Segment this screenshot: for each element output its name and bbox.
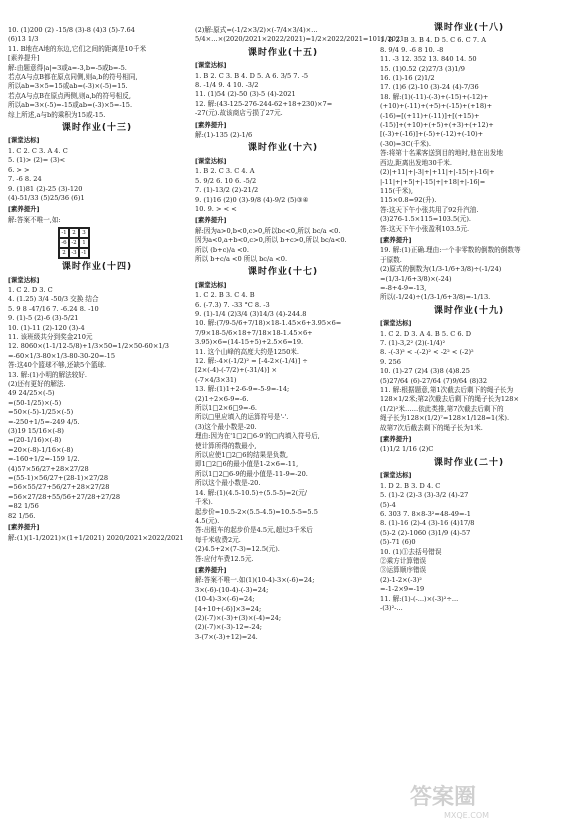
answer-line: =(20-1/16)×(-8) xyxy=(8,436,62,445)
section-title-13: 课时作业(十三) xyxy=(61,123,133,134)
answer-line: 7/9×18-5/6×18+7/18×18-1.45×6+ xyxy=(195,328,313,337)
sec20-answers xyxy=(380,482,558,614)
answer-line: (2)4.5+2×(7-3)=12.5(元). xyxy=(195,545,280,554)
grid-cell: -1 xyxy=(79,248,89,258)
answer-line: 答:出租车的起步价是4.5元,超过3千米后 xyxy=(195,526,313,535)
section-tag: [课堂达标] xyxy=(195,156,227,165)
answer-line: 8. 9/4 9. -6 8 10. -8 xyxy=(380,45,444,54)
col1-top xyxy=(8,26,186,120)
answer-line: 1. B 2. B 3. B 4. D 5. C 6. C 7. A xyxy=(380,36,486,45)
answer-line: (2)1÷2×6-9=-6. xyxy=(195,394,249,403)
answer-line: 7. (1)-3,2² (2)(-1/4)² xyxy=(380,339,446,347)
section-title-17: 课时作业(十七) xyxy=(247,267,319,278)
answer-line: 5. (1)-2 (2)-3 (3)-3/2 (4)-27 xyxy=(380,491,469,500)
answer-line: 13. 解:(1)小明的解法较好. xyxy=(8,370,87,379)
answer-line: 16. (1)-16 (2)1/2 xyxy=(380,74,435,83)
grid-cell: -1 xyxy=(59,228,69,238)
answer-line: 起步价=10.5-2×(5.5-4.5)=10.5-5=5.5 xyxy=(195,507,318,516)
answer-line: 82 1/56. xyxy=(8,511,36,520)
section-tag: [素养提升] xyxy=(8,523,40,532)
answer-line: 所以ab=3×5=15或ab=(-3)×(-5)=15. xyxy=(8,82,128,91)
section-title-18: 课时作业(十八) xyxy=(433,23,505,33)
answer-line: =82 1/56 xyxy=(8,502,39,511)
answer-line: 8. -(-3)² < -(-2)² < -2² < (-2)² xyxy=(380,348,474,357)
answer-line: 若点A与点B都在原点同侧,则a,b的符号相同, xyxy=(8,73,138,82)
answer-line: =56×55/27+56/27+28×27/28 xyxy=(8,483,110,492)
answer-line: 即1□2□6的最小值是1-2×6=-11, xyxy=(195,460,299,469)
answer-line: (+10)+(-11)+(+5)+(-15)+(+18)+ xyxy=(380,102,493,111)
answer-line: (-16)=[(+11)+(-11)]+[(+15)+ xyxy=(380,111,480,120)
answer-line: 13. 解:(1)1+2-6-9=-5-9=-14; xyxy=(195,385,290,394)
answer-line: 10. 解:(7/9-5/6+7/18)×18-1.45×6+3.95×6= xyxy=(195,319,342,328)
sec18-answers xyxy=(380,36,558,234)
answer-line: 所以1□2×6□9=-6. xyxy=(195,404,257,413)
answer-line: 115×0.8=92(升). xyxy=(380,196,437,205)
answer-line: 千米). xyxy=(195,498,213,507)
answer-line: 1. C 2. D 3. C xyxy=(8,285,53,294)
answer-line: (4)57×56/27+28×27/28 xyxy=(8,464,89,473)
answer-line: 西边,距离出发地30千米. xyxy=(380,158,452,167)
grid-cell: 2 xyxy=(69,228,79,238)
answer-line: (3)这个最小数是-20. xyxy=(195,422,257,431)
answer-line: =(50-1/25)×(-5) xyxy=(8,398,62,407)
grid-cell: -6 xyxy=(59,238,69,248)
answer-line: 10. (1)200 (2) -15/8 (3)-8 (4)3 (5)-7.64 xyxy=(8,26,135,34)
answer-line: =(1/3-1/6+3/8)×(-24) xyxy=(380,274,452,283)
answer-line: (5)27/64 (6)-27/64 (7)9/64 (8)32 xyxy=(380,376,488,385)
answer-line: 4.5(元). xyxy=(195,516,220,525)
answer-line: 17. (1)6 (2)-10 (3)-24 (4)-7/36 xyxy=(380,83,479,92)
answer-line: =20×(-8)-1/16×(-8) xyxy=(8,445,74,454)
answer-line: (-15)]+(+10)+(+5)+(+3)+(+12)+ xyxy=(380,121,494,130)
answer-line: 所以1□2□6-9的最小值是-11-9=-20. xyxy=(195,469,308,478)
answer-line: 1. C 2. B 3. C 4. B xyxy=(195,291,255,300)
answer-line: 9. 256 xyxy=(380,357,401,366)
answer-line: 10. 9. > < < xyxy=(195,204,237,213)
answer-line: (2)-1-2×(-3)² xyxy=(380,575,422,584)
section-title-16: 课时作业(十六) xyxy=(247,143,319,154)
answer-line: 1. D 2. B 3. D 4. C xyxy=(380,481,441,490)
answer-line: 3×(-6)-(10-4)-(-3)=24; xyxy=(195,585,269,594)
sec15-answers xyxy=(195,72,371,119)
answer-line: 解:答案不唯一.如(1)(10-4)-3×(-6)=24; xyxy=(195,576,315,585)
answer-line: [4+10+(-6)]×3=24; xyxy=(195,604,262,613)
answer-line: 11. 解:(1)-(-...)×(-3)²÷... xyxy=(380,594,459,603)
answer-line: 1. B 2. C 3. C 4. A xyxy=(195,167,255,176)
section-tag: [课堂达标] xyxy=(380,319,412,328)
answer-line: 答:这40个篮球不够,还缺5个篮球. xyxy=(8,361,107,370)
answer-line: 6. (-7.3) 7. -33 °C 8. -3 xyxy=(195,300,270,309)
answer-line: 11. B地在A地的东边,它们之间的距离是10千米 xyxy=(8,44,147,53)
answer-line: 解:(1)-135 (2)-1/6 xyxy=(195,131,253,140)
sec13-answers xyxy=(8,147,186,203)
answer-line: 所以这个最小数是-20. xyxy=(195,479,261,488)
section-tag: [课堂达标] xyxy=(8,275,40,284)
answer-line: =-8+4-9=-13, xyxy=(380,283,427,292)
answer-line: 所以应使1□2□6的结果是负数, xyxy=(195,451,289,460)
answer-line: 故第7次后截去剩下的绳子长为1米. xyxy=(380,423,483,432)
answer-line: 12. 8060×(1-1/12-5/8)+1/3×50=1/2×50-60×1/3 xyxy=(8,342,169,351)
answer-line: 所以ab=3×(-5)=-15或ab=(-3)×5=-15. xyxy=(8,101,133,110)
column-left xyxy=(8,26,186,543)
answer-line: (6)13 1/3 xyxy=(8,35,39,44)
grid-cell: 2 xyxy=(59,248,69,258)
answer-line: 8. (1)-16 (2)-4 (3)-16 (4)17/8 xyxy=(380,519,475,528)
answer-line: 15. (1)0.52 (2)27/3 (3)1/9 xyxy=(380,64,465,73)
answer-line: [素养提升] xyxy=(8,54,40,63)
answer-line: 所以 (b+c)/a <0. xyxy=(195,245,249,254)
answer-line: 答:将第十名乘客送到目的地时,他在出发地 xyxy=(380,149,504,158)
answer-line: (10-4)-3×(-6)=24; xyxy=(195,595,255,604)
answer-line: 使计算所得的数最小, xyxy=(195,441,257,450)
answer-line: 6. > > xyxy=(8,165,30,174)
answer-line: 49 24/25×(-5) xyxy=(8,389,55,398)
sec17-solution xyxy=(195,576,371,642)
sec19-answers xyxy=(380,330,558,433)
answer-line: 所以(-1/24)÷(1/3-1/6+3/8)=-1/13. xyxy=(380,293,491,302)
section-tag: [素养提升] xyxy=(8,205,40,214)
answer-line: 所以 b+c/a <0 所以 bc/a <0. xyxy=(195,254,288,263)
section-tag: [素养提升] xyxy=(195,565,227,574)
answer-line: (1)1/2 1/16 (2)C xyxy=(380,445,434,454)
sec16-answers xyxy=(195,167,371,214)
answer-line: [2×(-4)-(-7/2)+(-31/4)] × xyxy=(195,366,277,375)
answer-line: 1. B 2. C 3. B 4. D 5. A 6. 3/5 7. -5 xyxy=(195,71,309,80)
answer-line: 3.95)×6=(14-15+5)+2.5×6=19. xyxy=(195,338,304,347)
grid-cell: 1 xyxy=(79,238,89,248)
answer-line: =-250+1/5=-249 4/5. xyxy=(8,417,80,426)
answer-line: (3)276-1.5×115=103.5(元). xyxy=(380,215,471,224)
answer-line: 答:这天下午小张盈利103.5元. xyxy=(380,224,470,233)
section-tag: [素养提升] xyxy=(195,216,227,225)
answer-line: 12. 解:(43-125-276-244-62+18+230)×7= xyxy=(195,99,333,108)
answer-line: 5. 9/2 6. 10 6. -5/2 xyxy=(195,176,257,185)
sec14-answers xyxy=(8,286,186,521)
answer-line: 115(千米), xyxy=(380,186,414,195)
answer-line: (2)解:原式=(-1/2×3/2)×(-7/4×3/4)×… xyxy=(195,26,318,34)
section-tag: [课堂达标] xyxy=(195,61,227,70)
answer-line: 11. -3 12. 352 13. 840 14. 50 xyxy=(380,55,477,64)
answer-line: 解:因为a>0,b<0,c>0,所以bc<0,所以 bc/a <0. xyxy=(195,226,341,235)
answer-line: 3-(7×(-3)+12)=24. xyxy=(195,632,258,641)
answer-line: 8. -1/4 9. 4 10. -3/2 xyxy=(195,81,259,90)
answer-line: (1/2)²米……依此类推,第7次截去后剩下的 xyxy=(380,404,504,413)
answer-line: 解:由题意得|a|=3或a=-3,b=-5或b=-5. xyxy=(8,63,127,72)
answer-line: 19. 解:(1)正确.理由:一个非零数的倒数的倒数等 xyxy=(380,246,521,255)
answer-line: -(3)²-... xyxy=(380,603,403,612)
answer-line: ②乘方计算错误 xyxy=(380,556,427,565)
answer-line: (2)原式的倒数为(1/3-1/6+3/8)÷(-1/24) xyxy=(380,265,502,274)
answer-line: 128×1/2米;第2次截去后剩下的绳子长为128× xyxy=(380,395,519,404)
answer-line: 所以□里应填入的运算符号是'-'. xyxy=(195,413,289,422)
answer-line: 5. (1)> (2)= (3)< xyxy=(8,156,66,165)
answer-line: =-1-2×9=-19 xyxy=(380,585,425,594)
watermark-logo xyxy=(404,778,554,822)
answer-line: 11. 该班级共分到奖金210元 xyxy=(8,332,93,341)
section-tag: [课堂达标] xyxy=(8,136,40,145)
answer-line: (5)-2 (2)-1060 (3)1/9 (4)-57 xyxy=(380,528,471,537)
section-tag: [素养提升] xyxy=(195,120,227,129)
answer-line: 于原数. xyxy=(380,255,402,264)
answer-line: (-7×4/3×31) xyxy=(195,375,237,384)
answer-line: 因为a<0,a+b<0,c>0,所以 b+c>0,所以 bc/a<0. xyxy=(195,236,347,245)
answer-line: 每千米收费2元. xyxy=(195,535,241,544)
grid-cell: 3 xyxy=(79,228,89,238)
answer-line: 6. 303 7. 8×8-3²=48-49=-1 xyxy=(380,509,471,518)
answer-line: 11. (1)54 (2)-50 (3)-5 (4)-2021 xyxy=(195,90,296,99)
answer-line: (4)-51/33 (5)25/36 (6)1 xyxy=(8,193,85,202)
section-tag: [课堂达标] xyxy=(195,280,227,289)
section-title-15: 课时作业(十五) xyxy=(247,47,319,58)
answer-line: 7. (1)-13/2 (2)-21/2 xyxy=(195,186,259,195)
answer-line: (3)19 15/16×(-8) xyxy=(8,427,64,436)
answer-line: 9. (1)16 (2)0 (3)-9/8 (4)-9/2 (5)③④ xyxy=(195,195,309,204)
answer-line: 11. 这个山峰的高度大约是1250米. xyxy=(195,347,299,356)
answer-line: 9. (1)81 (2)-25 (3)-120 xyxy=(8,184,83,193)
answer-line: =(55-1)×56/27+(28-1)×27/28 xyxy=(8,474,109,483)
magic-square-grid xyxy=(58,227,90,259)
answer-line: 10. (1)①去括号错误 xyxy=(380,547,442,556)
sec16-solution xyxy=(195,227,371,265)
answer-line: 9. (1)-5 (2)-6 (3)-5/21 xyxy=(8,314,79,323)
answer-line: [(-3)+(-16)]+(-5)+(-12)+(-10)+ xyxy=(380,130,484,139)
answer-line: 5/4×…×(2020/2021×2022/2021)=1/2×2022/2021=1011/2021 xyxy=(195,35,405,44)
answer-line: (2)还有更好的解法. xyxy=(8,380,66,388)
watermark-sub: MXQE.COM xyxy=(444,811,490,820)
answer-line: -27(元).故该商店亏损了27元. xyxy=(195,109,283,118)
column-right xyxy=(380,20,558,613)
grid-cell: -3 xyxy=(69,248,79,258)
answer-line: 10. (1)-27 (2)4 (3)8 (4)8.25 xyxy=(380,367,470,376)
answer-line: 答:应付车费12.5元. xyxy=(195,554,254,563)
answer-line: 9. (1)-1/4 (2)3/4 (3)14/3 (4)-244.8 xyxy=(195,309,307,318)
section-title-14: 课时作业(十四) xyxy=(61,262,133,273)
answer-line: 11. 解:根据题意,第1次截去后剩下的绳子长为 xyxy=(380,386,514,395)
answer-line: 12. 解:-4×(-1/2)² = [-4-2×(-1/4)] ÷ xyxy=(195,357,308,365)
answer-line: 解:答案不唯一,如: xyxy=(8,215,61,224)
answer-line: 理由:因为在'1□2□6-9'的□内填入符号后, xyxy=(195,432,320,441)
answer-line: (2)(-7)×(-3)+(3)×(-4)=24; xyxy=(195,613,282,622)
answer-line: (5)-71 (6)0 xyxy=(380,538,416,547)
answer-line: =56×27/28+55/56+27/28+27/28 xyxy=(8,492,121,501)
answer-line: 绳子长为128×(1/2)⁷=128×1/128=1(米). xyxy=(380,414,510,423)
answer-line: (2)|+11|+|-3|+|+11|+|-15|+|-16|+ xyxy=(380,168,495,177)
answer-line: 综上所述,a与b的乘积为15或-15. xyxy=(8,110,106,119)
answer-line: 4. (1.25) 3/4 -50/3 交换 结合 xyxy=(8,295,99,304)
answer-line: (2)(-7)×(-3)-12=-24; xyxy=(195,623,262,632)
answer-line: 解:(1)(1-1/2021)×(1+1/2021) 2020/2021×2022/2021 xyxy=(8,533,184,542)
section-tag: [素养提升] xyxy=(380,235,412,244)
answer-line: (5)-4 xyxy=(380,500,396,509)
section-title-20: 课时作业(二十) xyxy=(433,457,505,468)
answer-line: (-30)=3C(千米). xyxy=(380,139,431,148)
answer-line: 答:这天下午小张共用了92升汽油. xyxy=(380,205,479,214)
watermark-main: 答案圈 xyxy=(410,785,477,810)
answer-line: 14. 解:(1)(4.5-10.5)÷(5.5-5)=2(元/ xyxy=(195,488,307,497)
answer-line: ③运算顺序错误 xyxy=(380,566,427,575)
answer-line: =50×(-5)-1/25×(-5) xyxy=(8,408,74,417)
section-title-19: 课时作业(十九) xyxy=(433,305,505,316)
answer-line: 18. 解:(1)(-11)-(-3)+(-15)+(-12)+ xyxy=(380,92,489,101)
answer-line: 1. C 2. D 3. A 4. B 5. C 6. D xyxy=(380,329,472,338)
sec17-answers xyxy=(195,291,371,564)
sec18-solution xyxy=(380,246,558,302)
answer-line: 若点A与点B在原点两侧,则a,b的符号相反, xyxy=(8,91,131,100)
answer-line: 10. (1)-11 (2)-120 (3)-4 xyxy=(8,323,85,332)
answer-line: 5. 9 8 -47/16 7. -6.24 8. -10 xyxy=(8,304,99,313)
section-tag: [课堂达标] xyxy=(380,471,412,480)
answer-line: 1. C 2. C 3. A 4. C xyxy=(8,146,68,155)
answer-line: |-11|+|+5|+|-15|+|+18|+|-16|= xyxy=(380,177,486,186)
grid-cell: -2 xyxy=(69,238,79,248)
answer-line: =-60×1/3-80×1/3-80-30-20=-15 xyxy=(8,351,116,360)
answer-line: 7. -6 8. 24 xyxy=(8,175,42,184)
section-tag: [素养提升] xyxy=(380,435,412,444)
col2-top xyxy=(195,26,405,45)
answer-line: =-160+1/2=-159 1/2. xyxy=(8,455,80,464)
